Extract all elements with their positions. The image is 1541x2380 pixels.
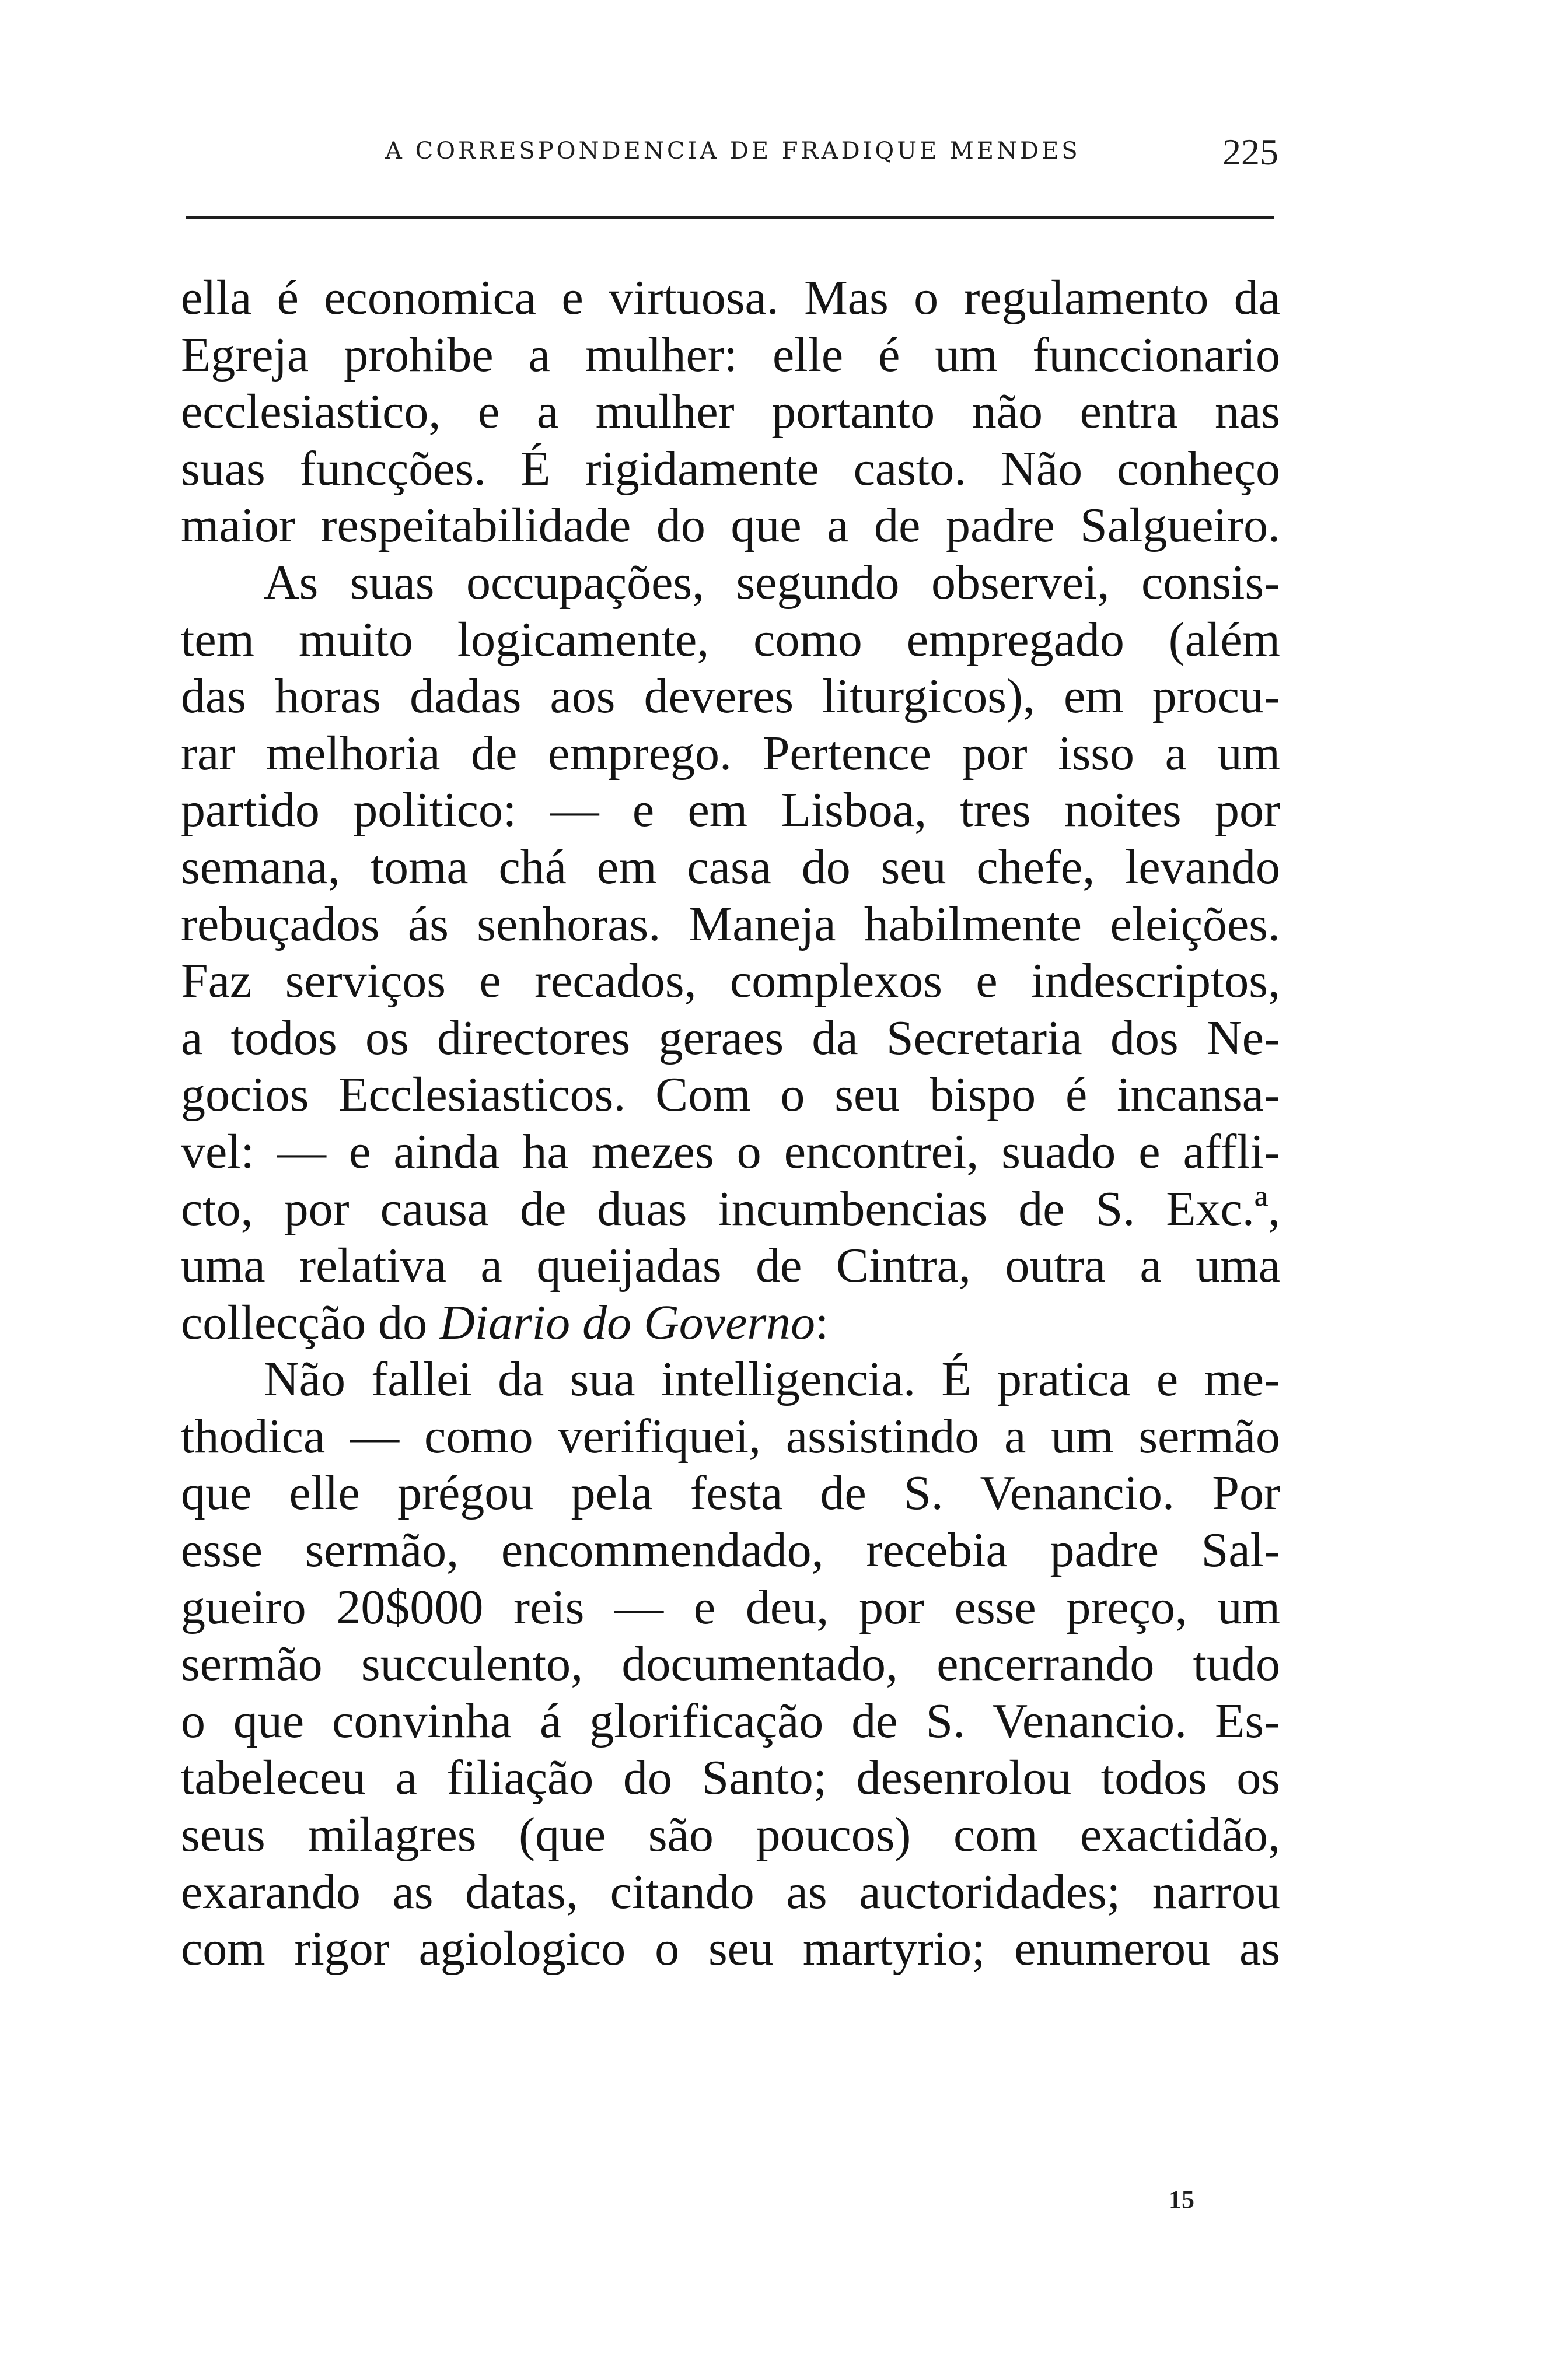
text-line: rar melhoria de emprego. Pertence por isso a um [181, 726, 1280, 780]
text-line: vel: — e ainda ha mezes o encontrei, suado e affli- [181, 1124, 1280, 1179]
italic-title: Diario do Governo [439, 1295, 816, 1350]
text-line: com rigor agiologico o seu martyrio; enumerou as [181, 1922, 1280, 1976]
text-line: suas funcções. É rigidamente casto. Não conheço [181, 441, 1280, 496]
text-line: rebuçados ás senhoras. Maneja habilmente eleições. [181, 897, 1280, 951]
text-line: Egreja prohibe a mulher: elle é um funccionario [181, 327, 1280, 382]
text-line: partido politico: — e em Lisboa, tres noites por [181, 783, 1280, 838]
header-rule [186, 216, 1274, 219]
text-line: a todos os directores geraes da Secretaria dos Ne- [181, 1010, 1280, 1065]
text-line: Faz serviços e recados, complexos e indescriptos, [181, 954, 1280, 1009]
text-line: gueiro 20$000 reis — e deu, por esse preço, um [181, 1580, 1280, 1634]
text-line: tabeleceu a filiação do Santo; desenrolou todos os [181, 1751, 1280, 1805]
text-line: cto, por causa de duas incumbencias de S. Exc.ª, [181, 1181, 1280, 1236]
text-segment: : [815, 1295, 829, 1350]
paragraph-start-line: Não fallei da sua intelligencia. É pratica e me- [264, 1352, 1280, 1407]
text-line: gocios Ecclesiasticos. Com o seu bispo é incansa- [181, 1068, 1280, 1122]
signature-mark: 15 [1169, 2185, 1194, 2214]
page-number: 225 [1222, 131, 1278, 173]
body-text [181, 270, 1280, 1978]
text-line: ecclesiastico, e a mulher portanto não entra nas [181, 384, 1280, 439]
text-line: uma relativa a queijadas de Cintra, outra a uma [181, 1238, 1280, 1293]
running-title: A CORRESPONDENCIA DE FRADIQUE MENDES [385, 138, 1081, 164]
text-line: que elle prégou pela festa de S. Venancio. Por [181, 1466, 1280, 1521]
text-line: seus milagres (que são poucos) com exactidão, [181, 1808, 1280, 1863]
text-line: o que convinha á glorificação de S. Venancio. Es- [181, 1693, 1280, 1748]
text-line: esse sermão, encommendado, recebia padre Sal- [181, 1523, 1280, 1578]
text-line: semana, toma chá em casa do seu chefe, levando [181, 839, 1280, 894]
text-line: thodica — como verifiquei, assistindo a um sermão [181, 1409, 1280, 1464]
text-segment: collecção do [181, 1295, 440, 1350]
text-line: sermão succulento, documentado, encerrando tudo [181, 1637, 1280, 1692]
text-line: ella é economica e virtuosa. Mas o regulamento da [181, 271, 1280, 325]
text-line: exarando as datas, citando as auctoridades; narrou [181, 1864, 1280, 1919]
text-line: das horas dadas aos deveres liturgicos), em procu- [181, 669, 1280, 724]
paragraph-start-line: As suas occupações, segundo observei, consis- [264, 555, 1280, 610]
text-line-paragraph-end [181, 1294, 1280, 1352]
text-line: maior respeitabilidade do que a de padre Salgueiro. [181, 498, 1280, 553]
text-line: tem muito logicamente, como empregado (além [181, 612, 1280, 667]
